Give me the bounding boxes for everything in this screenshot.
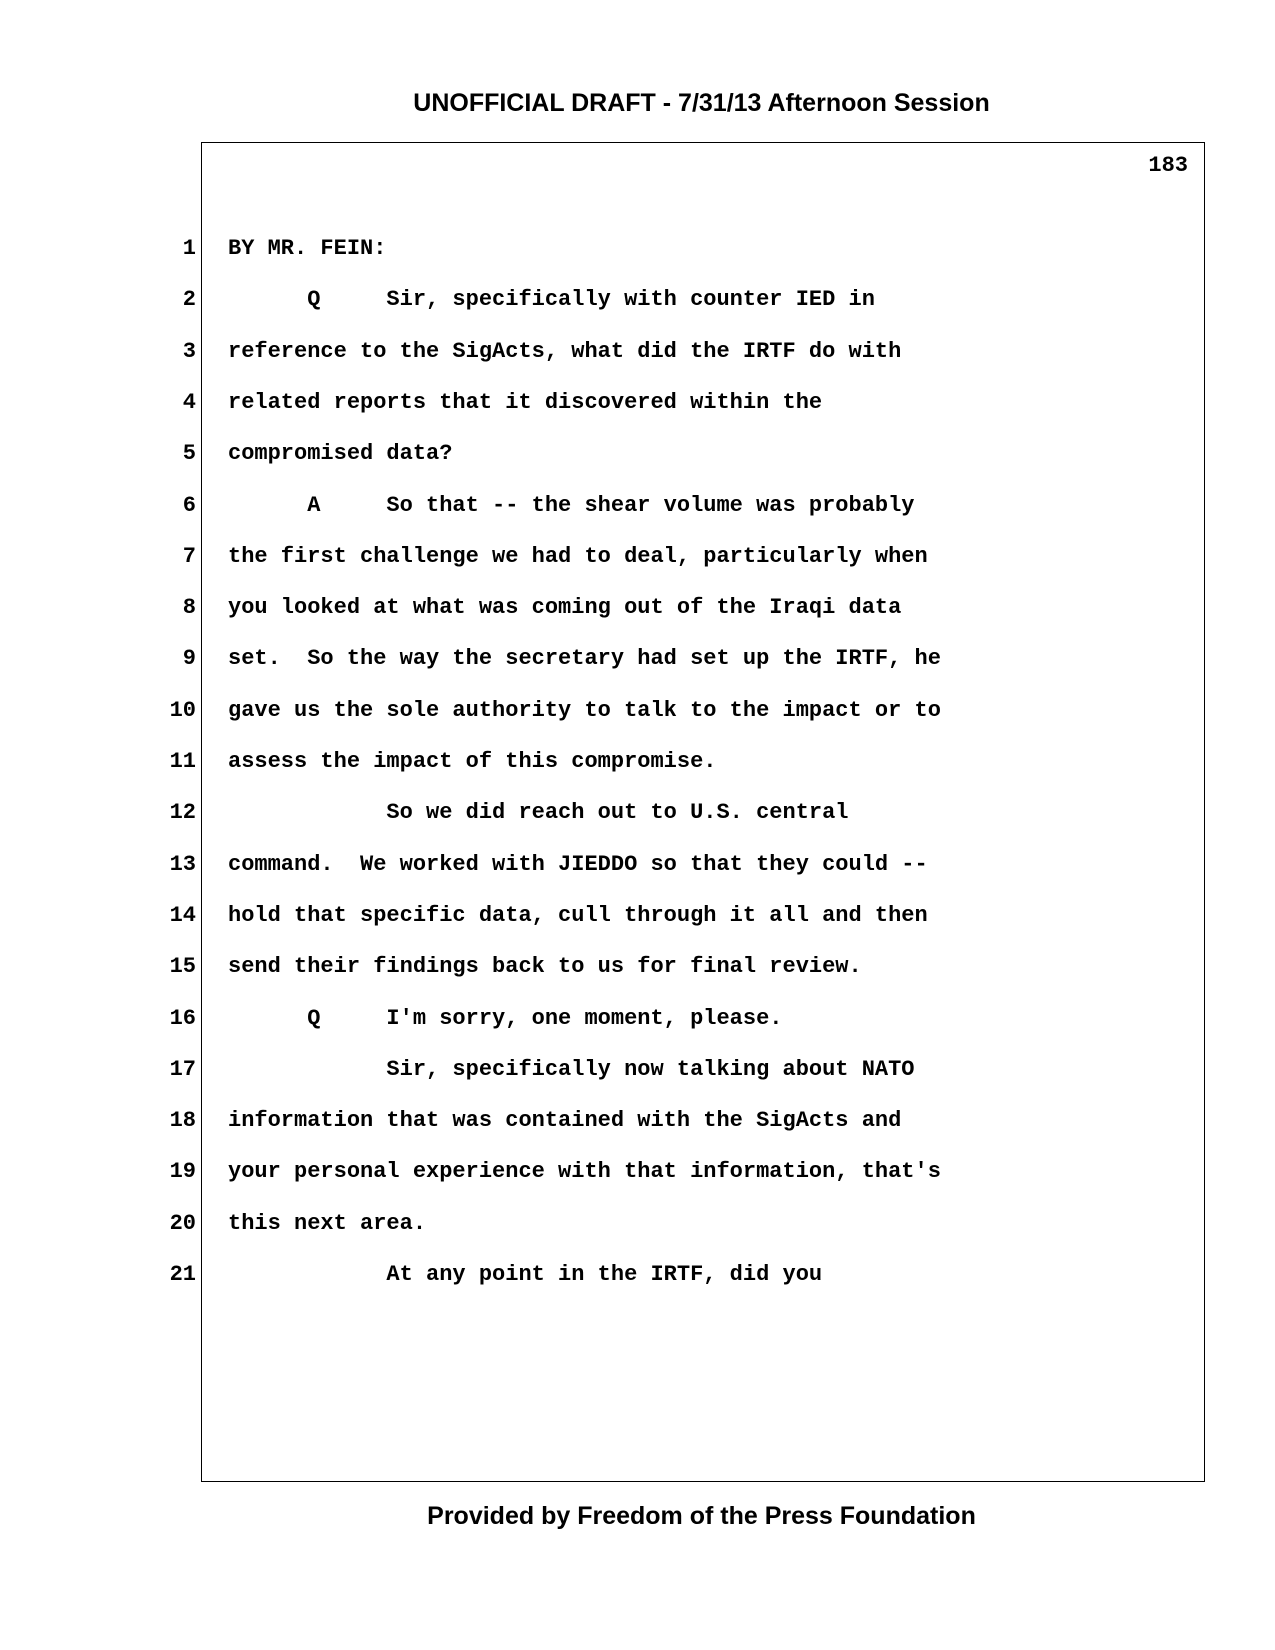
line-number: 1 xyxy=(182,236,196,261)
transcript-line-text: Sir, specifically now talking about NATO xyxy=(228,1057,915,1082)
line-number: 21 xyxy=(169,1262,196,1287)
transcript-line-text: gave us the sole authority to talk to the impact or to xyxy=(228,698,941,723)
line-number: 2 xyxy=(182,287,196,312)
line-number: 20 xyxy=(169,1211,196,1236)
transcript-line-text: Q Sir, specifically with counter IED in xyxy=(228,287,875,312)
line-number: 6 xyxy=(182,493,196,518)
line-number: 16 xyxy=(169,1006,196,1031)
transcript-line-text: you looked at what was coming out of the Iraqi data xyxy=(228,595,902,620)
line-number: 8 xyxy=(182,595,196,620)
transcript-line-text: information that was contained with the SigActs and xyxy=(228,1108,902,1133)
line-number: 11 xyxy=(169,749,196,774)
page-number: 183 xyxy=(1148,153,1188,178)
transcript-line-text: this next area. xyxy=(228,1211,427,1236)
transcript-line-text: assess the impact of this compromise. xyxy=(228,749,717,774)
transcript-line-text: So we did reach out to U.S. central xyxy=(228,800,849,825)
transcript-line-text: send their findings back to us for final review. xyxy=(228,954,862,979)
line-number: 19 xyxy=(169,1159,196,1184)
line-number: 7 xyxy=(182,544,196,569)
transcript-line-text: the first challenge we had to deal, particularly when xyxy=(228,544,928,569)
line-number: 10 xyxy=(169,698,196,723)
transcript-line-text: A So that -- the shear volume was probably xyxy=(228,493,915,518)
transcript-line-text: related reports that it discovered within the xyxy=(228,390,823,415)
line-number: 15 xyxy=(169,954,196,979)
line-number: 3 xyxy=(182,339,196,364)
transcript-line-text: command. We worked with JIEDDO so that they could -- xyxy=(228,852,928,877)
line-number: 5 xyxy=(182,441,196,466)
line-number: 12 xyxy=(169,800,196,825)
line-number: 4 xyxy=(182,390,196,415)
document-footer: Provided by Freedom of the Press Foundation xyxy=(427,1502,976,1530)
line-number: 18 xyxy=(169,1108,196,1133)
transcript-line-text: Q I'm sorry, one moment, please. xyxy=(228,1006,783,1031)
transcript-line-text: your personal experience with that information, that's xyxy=(228,1159,941,1184)
transcript-line-text: set. So the way the secretary had set up the IRTF, he xyxy=(228,646,941,671)
transcript-line-text: reference to the SigActs, what did the IRTF do with xyxy=(228,339,902,364)
line-number: 9 xyxy=(182,646,196,671)
line-number: 13 xyxy=(169,852,196,877)
transcript-line-text: At any point in the IRTF, did you xyxy=(228,1262,823,1287)
transcript-line-text: hold that specific data, cull through it all and then xyxy=(228,903,928,928)
document-header: UNOFFICIAL DRAFT - 7/31/13 Afternoon Session xyxy=(413,89,990,117)
transcript-line-text: BY MR. FEIN: xyxy=(228,236,387,261)
line-number: 14 xyxy=(169,903,196,928)
transcript-line-text: compromised data? xyxy=(228,441,453,466)
line-number: 17 xyxy=(169,1057,196,1082)
